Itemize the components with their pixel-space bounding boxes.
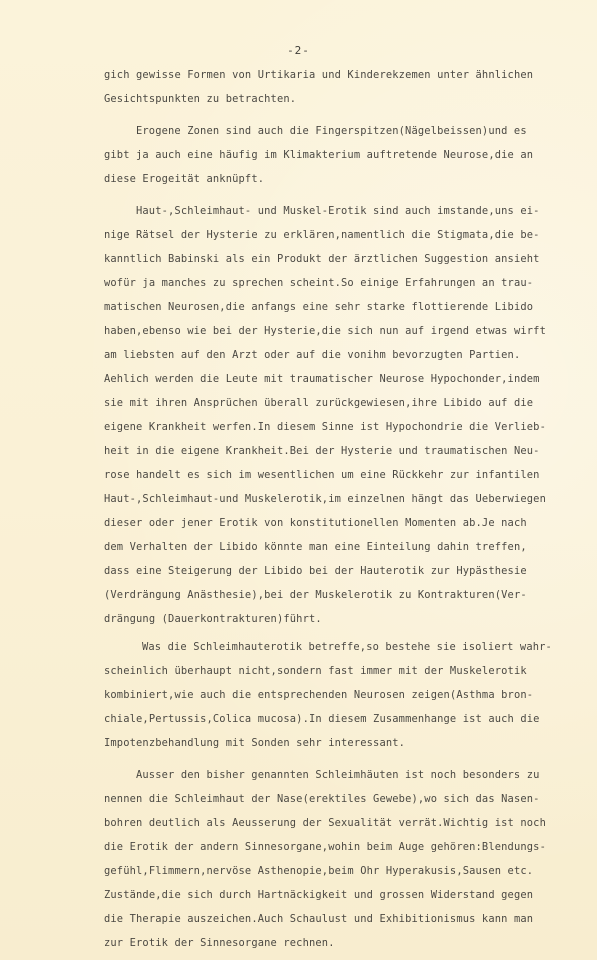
text-line: sie mit ihren Ansprüchen überall zurückgewiesen,ihre Libido auf die xyxy=(104,397,534,409)
text-line: die Therapie auszeichen.Auch Schaulust und Exhibitionismus kann man xyxy=(104,913,534,925)
text-line: am liebsten auf den Arzt oder auf die vonihm bevorzugten Partien. xyxy=(104,349,521,361)
text-line: Haut-,Schleimhaut-und Muskelerotik,im einzelnen hängt das Ueberwiegen xyxy=(104,493,546,505)
text-line: kanntlich Babinski als ein Produkt der ärztlichen Suggestion ansieht xyxy=(104,253,540,265)
text-line: wofür ja manches zu sprechen scheint.So einige Erfahrungen an trau- xyxy=(104,277,534,289)
text-line: eigene Krankheit werfen.In diesem Sinne ist Hypochondrie die Verlieb- xyxy=(104,421,546,433)
text-line: Gesichtspunkten zu betrachten. xyxy=(104,93,297,105)
text-line: kombiniert,wie auch die entsprechenden Neurosen zeigen(Asthma bron- xyxy=(104,689,534,701)
text-line: gich gewisse Formen von Urtikaria und Kinderekzemen unter ähnlichen xyxy=(104,69,534,81)
text-line: Impotenzbehandlung mit Sonden sehr interessant. xyxy=(104,737,406,749)
text-line: gibt ja auch eine häufig im Klimakterium auftretende Neurose,die an xyxy=(104,149,534,161)
text-line: drängung (Dauerkontrakturen)führt. xyxy=(104,613,322,625)
text-line: rose handelt es sich im wesentlichen um eine Rückkehr zur infantilen xyxy=(104,469,540,481)
text-line: gefühl,Flimmern,nervöse Asthenopie,beim Ohr Hyperakusis,Sausen etc. xyxy=(104,865,534,877)
text-line: scheinlich überhaupt nicht,sondern fast immer mit der Muskelerotik xyxy=(104,665,527,677)
text-line: dieser oder jener Erotik von konstitutionellen Momenten ab.Je nach xyxy=(104,517,527,529)
text-line: bohren deutlich als Aeusserung der Sexualität verrät.Wichtig ist noch xyxy=(104,817,546,829)
text-line: haben,ebenso wie bei der Hysterie,die sich nun auf irgend etwas wirft xyxy=(104,325,546,337)
text-line: Haut-,Schleimhaut- und Muskel-Erotik sind auch imstande,uns ei- xyxy=(136,205,540,217)
text-line: Was die Schleimhauterotik betreffe,so bestehe sie isoliert wahr- xyxy=(142,641,552,653)
page-number: -2- xyxy=(287,44,310,57)
text-line: diese Erogeität anknüpft. xyxy=(104,173,265,185)
text-line: dem Verhalten der Libido könnte man eine Einteilung dahin treffen, xyxy=(104,541,527,553)
text-line: heit in die eigene Krankheit.Bei der Hysterie und traumatischen Neu- xyxy=(104,445,540,457)
text-line: Erogene Zonen sind auch die Fingerspitzen(Nägelbeissen)und es xyxy=(136,125,527,137)
text-line: Aehlich werden die Leute mit traumatischer Neurose Hypochonder,indem xyxy=(104,373,540,385)
text-line: die Erotik der andern Sinnesorgane,wohin beim Auge gehören:Blendungs- xyxy=(104,841,546,853)
text-line: chiale,Pertussis,Colica mucosa).In diesem Zusammenhange ist auch die xyxy=(104,713,540,725)
text-line: nennen die Schleimhaut der Nase(erektiles Gewebe),wo sich das Nasen- xyxy=(104,793,540,805)
text-line: Zustände,die sich durch Hartnäckigkeit und grossen Widerstand gegen xyxy=(104,889,534,901)
text-line: Ausser den bisher genannten Schleimhäuten ist noch besonders zu xyxy=(136,769,540,781)
text-line: zur Erotik der Sinnesorgane rechnen. xyxy=(104,937,335,949)
text-line: dass eine Steigerung der Libido bei der Hauterotik zur Hypästhesie xyxy=(104,565,527,577)
text-line: matischen Neurosen,die anfangs eine sehr starke flottierende Libido xyxy=(104,301,534,313)
text-line: (Verdrängung Anästhesie),bei der Muskelerotik zu Kontrakturen(Ver- xyxy=(104,589,527,601)
text-line: nige Rätsel der Hysterie zu erklären,namentlich die Stigmata,die be- xyxy=(104,229,540,241)
